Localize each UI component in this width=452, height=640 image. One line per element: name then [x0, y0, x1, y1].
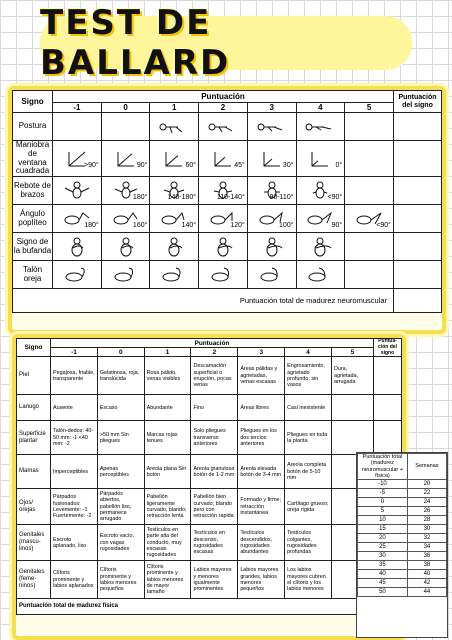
neuro-cell-content: [102, 180, 150, 202]
physical-cell[interactable]: Clítoris prominente y labios aplanados: [51, 561, 98, 599]
physical-panel: [12, 334, 406, 640]
neuro-cell-content: [248, 236, 296, 258]
score-column-header: 1: [144, 348, 191, 357]
angle-label: 90°: [136, 161, 148, 169]
physical-score-cell[interactable]: [374, 395, 402, 421]
maturity-header-weeks: Semanas: [407, 454, 446, 480]
neuro-cell-content: [248, 180, 296, 202]
neuro-row-label: Talón oreja: [13, 261, 53, 289]
neuro-cell[interactable]: [296, 177, 345, 205]
neuromuscular-table: [12, 90, 442, 313]
physical-row-label: Lanugo: [17, 395, 51, 421]
maturity-weeks: 42: [407, 579, 446, 588]
angle-label: 180°: [84, 221, 99, 229]
physical-total-label: Puntuación total de madurez física: [17, 599, 374, 615]
maturity-table: [357, 453, 447, 597]
angle-label: 45°: [234, 161, 245, 169]
maturity-figure: [207, 236, 239, 258]
physical-cell[interactable]: Areola completa botón de 5-10 mm: [285, 455, 332, 489]
physical-row: [17, 357, 402, 395]
physical-row: [17, 561, 402, 599]
neuro-cell[interactable]: [199, 177, 248, 205]
physical-cell[interactable]: [331, 395, 373, 421]
neuro-cell[interactable]: [296, 233, 345, 261]
neuromuscular-panel: [8, 86, 446, 334]
maturity-row: [358, 498, 447, 507]
physical-cell[interactable]: Apenas perceptibles: [97, 455, 144, 489]
score-column-header: 2: [191, 348, 238, 357]
neuro-cell[interactable]: [101, 205, 150, 233]
maturity-weeks: 24: [407, 498, 446, 507]
neuro-cell-content: [248, 264, 296, 286]
maturity-row: [358, 570, 447, 579]
neuro-cell-content: [150, 264, 198, 286]
physical-cell[interactable]: Párpados fusionados: Levemente: -1 Fuertemente: -2: [51, 489, 98, 525]
physical-cell[interactable]: >50 mm Sin pliegues: [97, 421, 144, 455]
neuro-cell-content: [248, 116, 296, 138]
neuro-cell-content: [53, 180, 101, 202]
puntuacion-header: Puntuación: [53, 91, 394, 103]
physical-cell[interactable]: Imperceptibles: [51, 455, 98, 489]
neuro-cell[interactable]: [345, 205, 394, 233]
maturity-figure: [304, 236, 336, 258]
neuro-cell[interactable]: [53, 261, 102, 289]
score-column-header: 5: [331, 348, 373, 357]
physical-cell[interactable]: Fino: [191, 395, 238, 421]
maturity-figure: [158, 116, 190, 138]
neuro-cell[interactable]: [199, 113, 248, 141]
neuro-cell-content: [199, 236, 247, 258]
neuro-cell[interactable]: [199, 261, 248, 289]
neuro-cell-content: [53, 236, 101, 258]
maturity-score: 15: [358, 525, 408, 534]
neuro-cell[interactable]: [53, 177, 102, 205]
neuro-cell-content: [297, 116, 345, 138]
score-column-header: -1: [53, 103, 102, 113]
neuro-cell[interactable]: [247, 205, 296, 233]
maturity-score: 25: [358, 543, 408, 552]
maturity-figure: [256, 236, 288, 258]
physical-row-label: Genitales (feme-ninos): [17, 561, 51, 599]
maturity-score: 0: [358, 498, 408, 507]
physical-cell[interactable]: Rosa pálido, venas visibles: [144, 357, 191, 395]
neuro-cell[interactable]: [199, 205, 248, 233]
neuro-cell-content: [199, 180, 247, 202]
neuro-cell-content: [150, 148, 198, 170]
maturity-weeks: 36: [407, 552, 446, 561]
maturity-row: [358, 525, 447, 534]
neuro-cell-content: [248, 208, 296, 230]
neuro-cell-content: [102, 236, 150, 258]
score-column-header: 5: [345, 103, 394, 113]
maturity-score: 50: [358, 588, 408, 597]
physical-cell[interactable]: Talón-dedos: 40-50 mm: -1 <40 mm: -2: [51, 421, 98, 455]
neuro-cell-content: [297, 208, 345, 230]
neuro-cell[interactable]: [150, 113, 199, 141]
neuro-score-cell[interactable]: [394, 141, 442, 177]
neuro-cell[interactable]: [247, 113, 296, 141]
page-title-banner: [40, 3, 412, 83]
neuro-cell[interactable]: [247, 177, 296, 205]
neuro-row-label: Signo de la bufanda: [13, 233, 53, 261]
physical-cell[interactable]: Los labios mayores cubren el clítoris y los labios menores: [285, 561, 332, 599]
score-column-header: 4: [285, 348, 332, 357]
physical-cell[interactable]: Engrosamiento, agrietado profundo, sin vasos: [285, 357, 332, 395]
neuro-cell[interactable]: [247, 233, 296, 261]
maturity-figure: [61, 180, 93, 202]
neuro-cell-content: [53, 264, 101, 286]
physical-cell[interactable]: Ausente: [51, 395, 98, 421]
neuro-cell-content: [53, 148, 101, 170]
maturity-row: [358, 489, 447, 498]
neuro-cell-content: [199, 116, 247, 138]
physical-row: [17, 455, 402, 489]
angle-label: 160°: [132, 221, 148, 229]
maturity-header-total: Puntuación total (madurez neuromuscular + física): [358, 454, 408, 480]
neuro-cell-content: [297, 264, 345, 286]
maturity-figure: [304, 264, 336, 286]
maturity-figure: [207, 264, 239, 286]
neuro-score-cell[interactable]: [394, 205, 442, 233]
neuro-cell[interactable]: [101, 177, 150, 205]
neuro-cell[interactable]: [53, 141, 102, 177]
angle-label: 100°: [279, 221, 294, 229]
neuro-row: [13, 113, 442, 141]
neuro-score-cell[interactable]: [394, 113, 442, 141]
physical-row-label: Piel: [17, 357, 51, 395]
neuro-cell-content: [150, 116, 198, 138]
neuro-row-label: Postura: [13, 113, 53, 141]
neuro-row: [13, 205, 442, 233]
maturity-weeks: 34: [407, 543, 446, 552]
physical-cell[interactable]: Pliegues en los dos tercios anteriores: [238, 421, 285, 455]
neuro-cell[interactable]: [296, 113, 345, 141]
neuro-cell-content: [297, 148, 345, 170]
neuro-cell-content: [199, 208, 247, 230]
physical-cell[interactable]: Casi inexistente: [285, 395, 332, 421]
physical-cell[interactable]: Formado y firme; retracción instantánea: [238, 489, 285, 525]
maturity-figure: [158, 264, 190, 286]
physical-cell[interactable]: Pegajosa, friable, transparente: [51, 357, 98, 395]
neuro-cell[interactable]: [296, 261, 345, 289]
physical-cell[interactable]: Áreas libres: [238, 395, 285, 421]
neuro-cell-content: [102, 208, 150, 230]
neuro-cell[interactable]: [345, 113, 394, 141]
physical-row: [17, 421, 402, 455]
score-column-header: 3: [238, 348, 285, 357]
maturity-score: -10: [358, 480, 408, 489]
neuro-cell[interactable]: [150, 177, 199, 205]
physical-row: [17, 525, 402, 561]
physical-cell[interactable]: Areola elevada botón de 3-4 mm: [238, 455, 285, 489]
physical-row-label: Superficie plantar: [17, 421, 51, 455]
angle-label: 30°: [282, 161, 294, 169]
maturity-weeks: 20: [407, 480, 446, 489]
angle-label: 180°: [132, 193, 148, 201]
maturity-figure: [110, 236, 142, 258]
maturity-figure: [61, 264, 93, 286]
maturity-weeks: 28: [407, 516, 446, 525]
neuro-cell[interactable]: [150, 233, 199, 261]
neuro-score-cell[interactable]: [394, 261, 442, 289]
neuro-cell-content: [199, 264, 247, 286]
maturity-weeks: 44: [407, 588, 446, 597]
physical-row: [17, 489, 402, 525]
maturity-weeks: 30: [407, 525, 446, 534]
neuromuscular-total-label: Puntuación total de madurez neuromuscular: [13, 289, 394, 313]
angle-label: 140°: [181, 221, 197, 229]
angle-label: <90°: [327, 193, 343, 201]
neuro-score-cell[interactable]: [394, 177, 442, 205]
angle-label: 0°: [335, 161, 343, 169]
neuro-cell[interactable]: [296, 205, 345, 233]
neuro-cell[interactable]: [101, 113, 150, 141]
neuro-cell[interactable]: [345, 261, 394, 289]
maturity-row: [358, 480, 447, 489]
neuro-cell[interactable]: [101, 233, 150, 261]
maturity-score: 45: [358, 579, 408, 588]
score-column-header: 3: [247, 103, 296, 113]
physical-cell[interactable]: Clítoris prominente y labios menores de mayor tamaño: [144, 561, 191, 599]
maturity-figure: [158, 236, 190, 258]
angle-label: >90°: [84, 161, 99, 169]
maturity-figure: [207, 116, 239, 138]
physical-cell[interactable]: [331, 421, 373, 455]
maturity-row: [358, 588, 447, 597]
maturity-score: 40: [358, 570, 408, 579]
maturity-weeks: 40: [407, 570, 446, 579]
neuro-cell-content: [345, 208, 393, 230]
maturity-figure: [61, 236, 93, 258]
physical-cell[interactable]: Testículos descendidos, rugosidades abundantes: [238, 525, 285, 561]
neuro-cell-content: [102, 264, 150, 286]
physical-cell[interactable]: Abundante: [144, 395, 191, 421]
neuro-cell[interactable]: [53, 113, 102, 141]
maturity-figure: [304, 116, 336, 138]
angle-label: 140-180°: [167, 193, 197, 201]
physical-cell[interactable]: Testículos en descenso, rugosidades escasas: [191, 525, 238, 561]
neuro-cell-content: [150, 180, 198, 202]
physical-cell[interactable]: Escroto aplanado, liso: [51, 525, 98, 561]
physical-cell[interactable]: Gelatinosa, roja, translúcida: [97, 357, 144, 395]
score-column-header: 2: [199, 103, 248, 113]
physical-row-label: Genitales (mascu-linos): [17, 525, 51, 561]
neuro-row: [13, 261, 442, 289]
neuro-cell[interactable]: [101, 261, 150, 289]
neuro-cell[interactable]: [150, 205, 199, 233]
neuro-cell[interactable]: [53, 233, 102, 261]
neuro-row: [13, 177, 442, 205]
score-column-header: 1: [150, 103, 199, 113]
neuro-cell[interactable]: [150, 261, 199, 289]
maturity-row: [358, 516, 447, 525]
maturity-score: -5: [358, 489, 408, 498]
maturity-row: [358, 534, 447, 543]
physical-cell[interactable]: Pabellón ligeramente curvado, blando; retracción lenta: [144, 489, 191, 525]
neuro-cell[interactable]: [247, 261, 296, 289]
neuro-cell[interactable]: [345, 233, 394, 261]
neuro-cell-content: [102, 148, 150, 170]
physical-cell[interactable]: Areola plana Sin botón: [144, 455, 191, 489]
score-column-header: -1: [51, 348, 98, 357]
maturity-score: 30: [358, 552, 408, 561]
physical-cell[interactable]: Clítoris prominente y labios menores pequeños: [97, 561, 144, 599]
angle-label: 90-110°: [269, 193, 294, 201]
maturity-row: [358, 579, 447, 588]
angle-label: 60°: [185, 161, 197, 169]
physical-row: [17, 395, 402, 421]
physical-cell[interactable]: Areola granulosa botón de 1-2 mm: [191, 455, 238, 489]
physical-cell[interactable]: Áreas pálidas y agrietadas, venas escasas: [238, 357, 285, 395]
physical-row-label: Mamas: [17, 455, 51, 489]
score-column-header: 0: [101, 103, 150, 113]
physical-cell[interactable]: Solo pliegues transverso anteriores: [191, 421, 238, 455]
signo-header: Signo: [13, 91, 53, 113]
physical-score-cell[interactable]: [374, 421, 402, 455]
physical-cell[interactable]: Párpados abiertos, pabellón liso, permanece arrugado: [97, 489, 144, 525]
physical-cell[interactable]: Escroto vacío, con vagas rugosidades: [97, 525, 144, 561]
angle-label: 120°: [230, 221, 245, 229]
maturity-score: 10: [358, 516, 408, 525]
puntuacion-header-physical: Puntuación: [51, 339, 374, 348]
physical-cell[interactable]: Pabellón bien curvado; blando pero con retracción rápida: [191, 489, 238, 525]
neuro-score-cell[interactable]: [394, 233, 442, 261]
maturity-weeks: 32: [407, 534, 446, 543]
physical-score-cell[interactable]: [374, 357, 402, 395]
neuro-cell-content: [297, 180, 345, 202]
page-title: TEST DE BALLARD: [40, 3, 231, 83]
neuro-row-label: Ángulo poplíteo: [13, 205, 53, 233]
neuro-row: [13, 141, 442, 177]
neuro-cell[interactable]: [345, 177, 394, 205]
neuro-cell[interactable]: [345, 141, 394, 177]
physical-cell[interactable]: Labios mayores y menores igualmente prominentes: [191, 561, 238, 599]
neuro-row-label: Rebote de brazos: [13, 177, 53, 205]
score-header: Puntuación del signo: [394, 91, 442, 113]
maturity-score: 35: [358, 561, 408, 570]
neuro-cell[interactable]: [150, 141, 199, 177]
physical-table: [16, 338, 402, 615]
maturity-figure: [110, 264, 142, 286]
neuro-cell[interactable]: [101, 141, 150, 177]
maturity-score: 20: [358, 534, 408, 543]
physical-row-label: Ojos/ orejas: [17, 489, 51, 525]
neuro-cell[interactable]: [199, 233, 248, 261]
maturity-row: [358, 552, 447, 561]
maturity-row: [358, 561, 447, 570]
signo-header-physical: Signo: [17, 339, 51, 357]
physical-cell[interactable]: Testículos colgantes, rugosidades profundas: [285, 525, 332, 561]
score-column-header: 0: [97, 348, 144, 357]
maturity-row: [358, 507, 447, 516]
neuro-cell-content: [53, 208, 101, 230]
neuro-cell[interactable]: [247, 141, 296, 177]
physical-cell[interactable]: Testículos en parte alta del conducto, muy escasas rugosidades: [144, 525, 191, 561]
maturity-weeks: 26: [407, 507, 446, 516]
maturity-figure: [304, 148, 336, 170]
neuro-cell-content: [297, 236, 345, 258]
score-header-physical: Puntua-ción del signo: [374, 339, 402, 357]
maturity-figure: [256, 264, 288, 286]
angle-label: 90°: [331, 221, 343, 229]
neuro-cell-content: [150, 236, 198, 258]
neuro-cell[interactable]: [199, 141, 248, 177]
maturity-figure: [256, 116, 288, 138]
neuro-cell-content: [150, 208, 198, 230]
neuro-row: [13, 233, 442, 261]
neuro-cell-content: [248, 148, 296, 170]
maturity-row: [358, 543, 447, 552]
angle-label: 110-140°: [216, 193, 245, 201]
neuro-cell-content: [199, 148, 247, 170]
maturity-weeks: 22: [407, 489, 446, 498]
physical-cell[interactable]: Escaso: [97, 395, 144, 421]
neuro-cell[interactable]: [296, 141, 345, 177]
physical-cell[interactable]: Cartílago grueso; oreja rígida: [285, 489, 332, 525]
maturity-table-panel: [356, 452, 448, 638]
physical-cell[interactable]: Labios mayores grandes, labios menores pequeños: [238, 561, 285, 599]
neuro-cell[interactable]: [53, 205, 102, 233]
neuro-row-label: Maniobra de ventana cuadrada: [13, 141, 53, 177]
maturity-score: 5: [358, 507, 408, 516]
maturity-weeks: 38: [407, 561, 446, 570]
neuromuscular-total-cell[interactable]: [394, 289, 442, 313]
physical-cell[interactable]: Pliegues en toda la planta: [285, 421, 332, 455]
score-column-header: 4: [296, 103, 345, 113]
physical-cell[interactable]: Dura, agrietada, arrugada: [331, 357, 373, 395]
angle-label: <90°: [376, 221, 391, 229]
physical-cell[interactable]: Marcas rojas tenues: [144, 421, 191, 455]
physical-cell[interactable]: Descamación superficial o erupción, pocas venas: [191, 357, 238, 395]
